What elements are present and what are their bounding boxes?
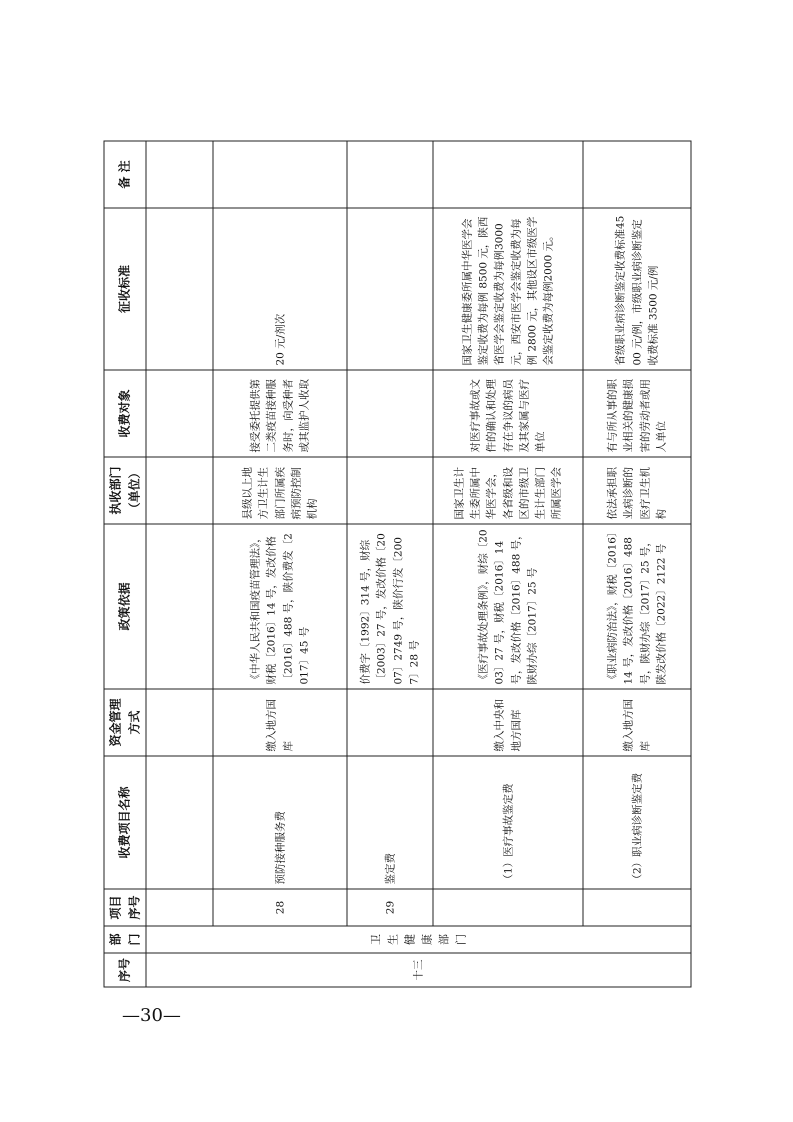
dept-seq-cell: 十三 xyxy=(146,953,691,987)
payer-cell: 接受委托提供第二类疫苗接种服务时，向受种者或其监护人收取 xyxy=(213,370,347,457)
collector-cell: 县级以上地方卫生计生部门所属疾病预防控制机构 xyxy=(213,457,347,524)
fund-cell: 缴入中央和地方国库 xyxy=(433,689,583,756)
rotated-landscape-page xyxy=(103,141,688,987)
collector-cell xyxy=(347,457,433,524)
item-no-cell xyxy=(583,889,691,926)
empty-cell xyxy=(146,756,213,889)
fund-cell: 缴入地方国库 xyxy=(583,689,691,756)
header-collector: 执收部门（单位） xyxy=(104,457,146,524)
header-standard: 征收标准 xyxy=(104,208,146,370)
collector-cell: 国家卫生计生委所属中华医学会，各省级和设区的市级卫生计生部门所属医学会 xyxy=(433,457,583,524)
item-name-cell: 鉴定费 xyxy=(347,756,433,889)
remark-cell xyxy=(213,141,347,208)
table-row xyxy=(146,141,213,987)
empty-cell xyxy=(146,457,213,524)
item-name-cell: （2）职业病诊断鉴定费 xyxy=(583,756,691,889)
header-dept: 部门 xyxy=(104,926,146,953)
rotated-table-container xyxy=(103,141,688,987)
policy-cell: 《职业病防治法》，财税〔2016〕14 号，发改价格〔2016〕488 号，陕财办综〔2017〕25 号，陕发改价格〔2022〕2122 号 xyxy=(583,524,691,689)
empty-cell xyxy=(146,689,213,756)
remark-cell xyxy=(433,141,583,208)
collector-cell: 依法承担职业病诊断的医疗卫生机构 xyxy=(583,457,691,524)
empty-cell xyxy=(146,370,213,457)
remark-cell xyxy=(583,141,691,208)
header-payer: 收费对象 xyxy=(104,370,146,457)
standard-cell: 省级职业病诊断鉴定收费标准4500 元/例，市级职业病诊断鉴定收费标准 3500 元/例 xyxy=(583,208,691,370)
item-no-cell xyxy=(433,889,583,926)
page-number: —30— xyxy=(122,1005,181,1026)
empty-cell xyxy=(146,141,213,208)
standard-cell: 国家卫生健康委所属中华医学会鉴定收费为每例 8500 元，陕西省医学会鉴定收费为每例3000 元，西安市医学会鉴定收费为每例 2800 元，其他设区市级医学会鉴定收费为每例2000 元。 xyxy=(433,208,583,370)
header-policy: 政策依据 xyxy=(104,524,146,689)
policy-cell: 《医疗事故处理条例》，财综〔2003〕27 号，财税〔2016〕14 号，发改价格〔2016〕488 号，陕财办综〔2017〕25 号 xyxy=(433,524,583,689)
payer-cell xyxy=(347,370,433,457)
table-row xyxy=(347,141,433,987)
empty-cell xyxy=(146,208,213,370)
fund-cell xyxy=(347,689,433,756)
item-name-cell: （1）医疗事故鉴定费 xyxy=(433,756,583,889)
empty-cell xyxy=(146,524,213,689)
item-name-cell: 预防接种服务费 xyxy=(213,756,347,889)
header-row xyxy=(104,141,146,987)
table-row xyxy=(433,141,583,987)
table-row xyxy=(213,141,347,987)
policy-cell: 《中华人民共和国疫苗管理法》，财税〔2016〕14 号，发改价格〔2016〕488 号，陕价费发〔2017〕45 号 xyxy=(213,524,347,689)
fee-table xyxy=(103,140,691,987)
header-item-name: 收费项目名称 xyxy=(104,756,146,889)
payer-cell: 对医疗事故或文件的确认和处理存在争议的病员及其家属与医疗单位 xyxy=(433,370,583,457)
item-no-cell: 29 xyxy=(347,889,433,926)
header-fund-mgmt: 资金管理方式 xyxy=(104,689,146,756)
standard-cell: 20 元/剂次 xyxy=(213,208,347,370)
remark-cell xyxy=(347,141,433,208)
header-seq: 序号 xyxy=(104,953,146,987)
header-item-no: 项目序号 xyxy=(104,889,146,926)
policy-cell: 价费字〔1992〕314 号，财综〔2003〕27 号，发改价格〔2007〕2749 号，陕价行发〔2007〕28 号 xyxy=(347,524,433,689)
table-row xyxy=(583,141,691,987)
header-remark: 备 注 xyxy=(104,141,146,208)
dept-name-cell: 卫生健康部门 xyxy=(146,926,691,953)
empty-cell xyxy=(146,889,213,926)
item-no-cell: 28 xyxy=(213,889,347,926)
fund-cell: 缴入地方国库 xyxy=(213,689,347,756)
payer-cell: 有与所从事的职业相关的健康损害的劳动者或用人单位 xyxy=(583,370,691,457)
standard-cell xyxy=(347,208,433,370)
